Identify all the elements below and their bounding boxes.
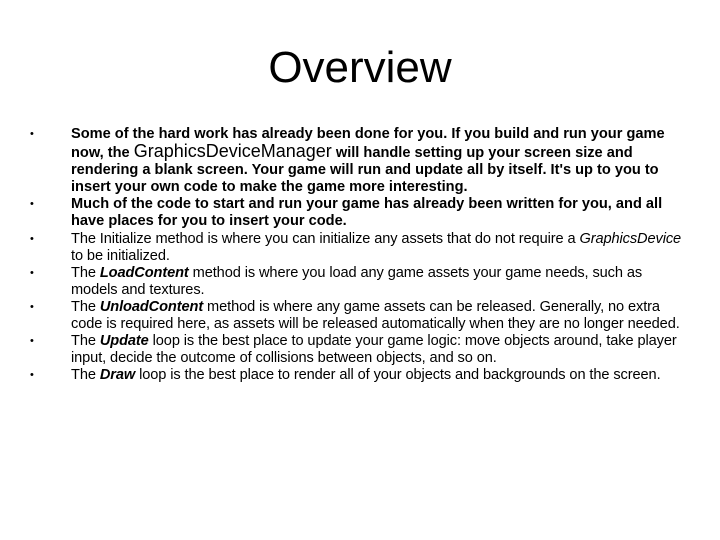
item-text-part: The xyxy=(71,367,100,384)
item-text xyxy=(71,299,683,333)
bullet-icon: • xyxy=(30,266,34,279)
item-text xyxy=(71,333,683,367)
item-text: Much of the code to start and run your game has already been written for you, and all have places for you to insert your code. xyxy=(71,196,663,230)
item-text-part: The xyxy=(71,264,100,281)
method-name: Draw xyxy=(99,367,136,384)
item-text-part: The xyxy=(71,298,100,315)
bullet-icon: • xyxy=(30,198,34,211)
method-name: UnloadContent xyxy=(99,298,204,315)
list-item xyxy=(0,333,720,367)
item-text-part: method is where you load any game assets your game needs, such as models and textures. xyxy=(71,264,643,298)
item-text xyxy=(71,265,683,299)
list-item xyxy=(0,231,720,265)
bullet-list xyxy=(0,126,720,384)
item-text-part: loop is the best place to render all of your objects and backgrounds on the screen. xyxy=(135,367,661,384)
list-item xyxy=(0,265,720,299)
item-text-part: The Initialize method is where you can initialize any assets that do not require a xyxy=(71,230,580,247)
class-name: GraphicsDeviceManager xyxy=(133,141,332,162)
bullet-icon: • xyxy=(30,128,34,140)
list-item xyxy=(0,299,720,333)
item-text xyxy=(71,231,683,265)
item-text-part: to be initialized. xyxy=(71,247,170,264)
bullet-icon: • xyxy=(30,300,34,313)
list-item xyxy=(0,367,720,384)
bullet-icon: • xyxy=(30,369,34,382)
method-name: Update xyxy=(99,333,149,350)
item-text-part: method is where any game assets can be released. Generally, no extra code is required here, as assets will be released automatically when they are no longer needed. xyxy=(71,298,680,333)
bullet-icon: • xyxy=(30,335,34,348)
item-text xyxy=(71,126,683,196)
list-item xyxy=(0,126,720,196)
item-text-part: The xyxy=(71,333,100,350)
item-text-part: Some of the hard work has already been done for you. If you build and run your game now, the xyxy=(71,126,665,162)
bullet-icon: • xyxy=(30,232,34,245)
list-item xyxy=(0,196,720,230)
italic-term: GraphicsDevice xyxy=(579,230,682,247)
slide-title: Overview xyxy=(268,43,452,92)
item-text xyxy=(71,367,683,384)
item-text-part: loop is the best place to update your game logic: move objects around, take player input, decide the outcome of collisions between objects, and so on. xyxy=(71,333,677,367)
method-name: LoadContent xyxy=(99,264,189,281)
item-text-part: will handle setting up your screen size and rendering a blank screen. Your game will run and update all by itself. It's up to you to insert your own code to make the game more interesting. xyxy=(71,145,659,196)
